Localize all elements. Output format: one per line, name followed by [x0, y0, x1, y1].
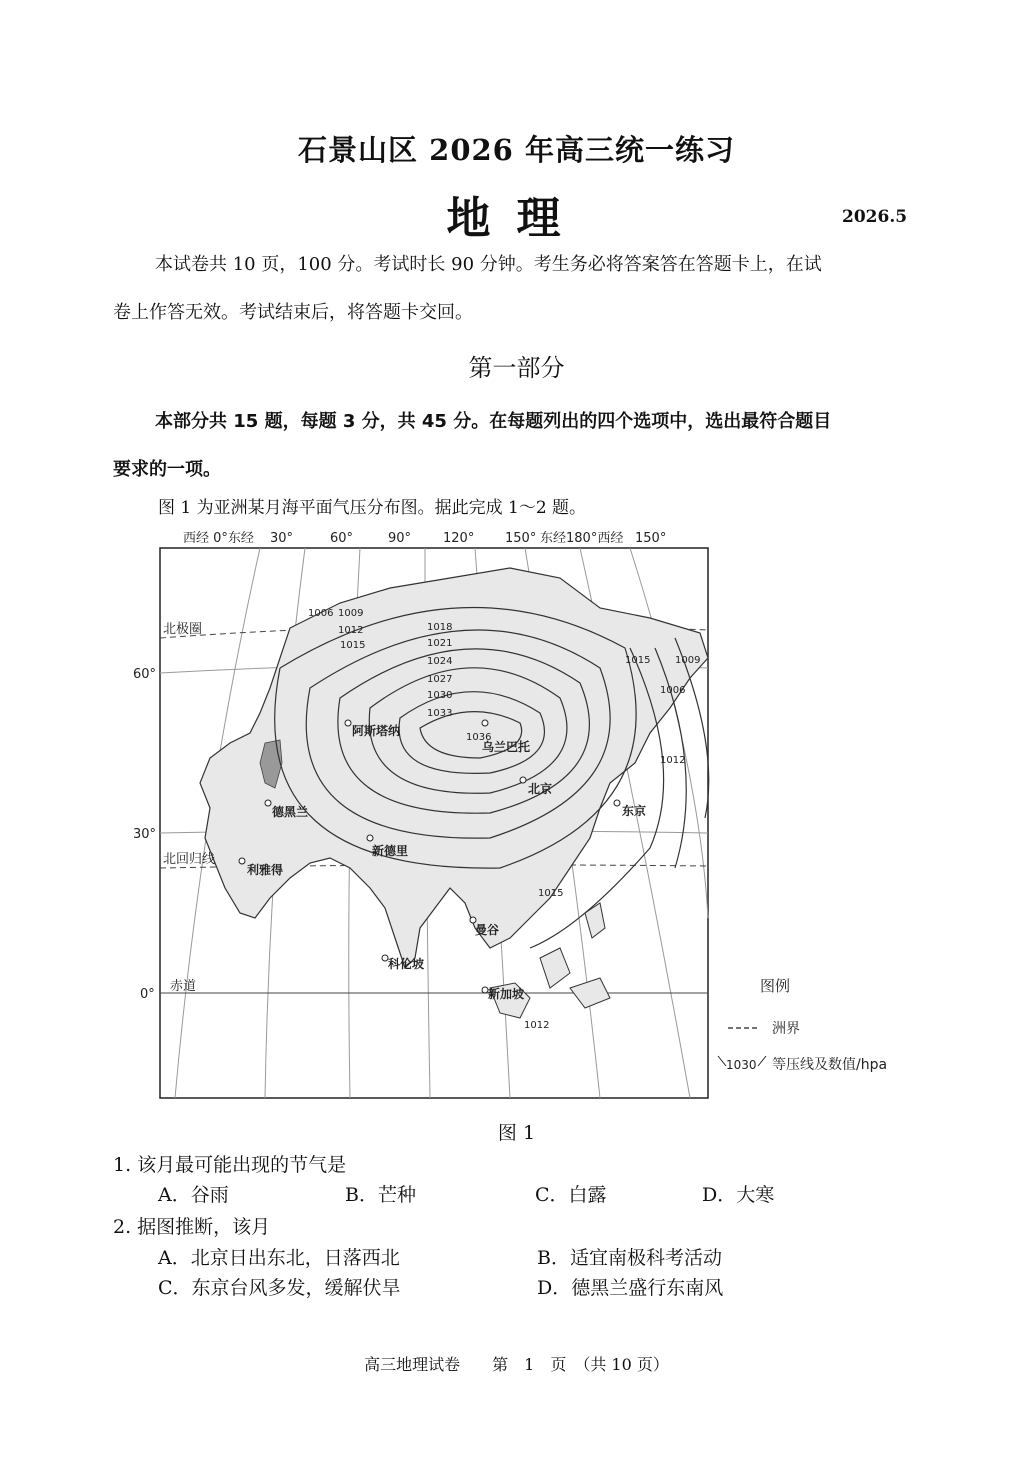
city-label: 阿斯塔纳 [352, 724, 401, 738]
arctic-circle-label: 北极圈 [163, 622, 203, 637]
lat-label: 60° [133, 667, 157, 682]
city-label: 曼谷 [475, 923, 500, 937]
isobar-label: 1015 [340, 640, 366, 651]
map-legend [718, 977, 887, 1073]
exam-title: 石景山区 2026 年高三统一练习 [298, 133, 735, 167]
question-2-option-a[interactable]: A．北京日出东北，日落西北 [158, 1247, 400, 1269]
section-instruction-1: 本部分共 15 题，每题 3 分，共 45 分。在每题列出的四个选项中，选出最符合题目 [155, 411, 832, 432]
city-label: 新加坡 [488, 987, 525, 1001]
isobar-label: 1033 [427, 708, 453, 719]
section-instruction-2: 要求的一项。 [113, 459, 221, 480]
city-label: 新德里 [372, 844, 409, 858]
city-label: 利雅得 [247, 863, 284, 877]
lon-label: 150° [505, 531, 537, 546]
city-label: 东京 [622, 804, 647, 818]
lon-label: 东经180°西经 [540, 531, 624, 546]
isobar-label: 1030 [427, 690, 453, 701]
question-2-stem: 2. 据图推断，该月 [113, 1216, 271, 1238]
legend-isobar-value: 1030 [726, 1058, 757, 1072]
isobar-label: 1012 [660, 755, 686, 766]
lon-label: 30° [270, 531, 294, 546]
question-1-option-a[interactable]: A．谷雨 [158, 1184, 229, 1206]
isobar-label: 1012 [338, 625, 364, 636]
lon-label: 90° [388, 531, 412, 546]
question-1-option-d[interactable]: D．大寒 [702, 1184, 775, 1206]
page-footer: 高三地理试卷 第 1 页 （共 10 页） [364, 1355, 669, 1374]
lon-label: 150° [635, 531, 667, 546]
legend-boundary-label: 洲界 [772, 1021, 800, 1037]
isobar-label: 1036 [466, 732, 492, 743]
question-stem: 图 1 为亚洲某月海平面气压分布图。据此完成 1～2 题。 [158, 498, 587, 518]
question-1-option-b[interactable]: B．芒种 [345, 1184, 416, 1206]
isobar-label: 1015 [538, 888, 564, 899]
asia-pressure-map [130, 518, 920, 1112]
intro-line-1: 本试卷共 10 页，100 分。考试时长 90 分钟。考生务必将答案答在答题卡上，在试 [155, 254, 822, 275]
legend-title: 图例 [760, 977, 791, 995]
isobar-label: 1009 [338, 608, 364, 619]
subject-title: 地理 [446, 193, 587, 244]
lat-label: 0° [140, 987, 155, 1002]
isobar-label: 1012 [524, 1020, 550, 1031]
question-1-stem: 1. 该月最可能出现的节气是 [113, 1154, 347, 1176]
question-2-option-b[interactable]: B．适宜南极科考活动 [537, 1247, 722, 1269]
equator-label: 赤道 [170, 979, 197, 994]
city-label: 北京 [528, 782, 553, 796]
lon-label: 120° [443, 531, 475, 546]
city-label: 乌兰巴托 [482, 740, 531, 754]
isobar-label: 1006 [308, 608, 334, 619]
section-title: 第一部分 [468, 354, 565, 382]
lon-label: 60° [330, 531, 354, 546]
lon-label: 西经 0°东经 [183, 531, 254, 546]
lat-label: 30° [133, 827, 157, 842]
isobar-label: 1009 [675, 655, 701, 666]
isobar-label: 1018 [427, 622, 453, 633]
intro-line-2: 卷上作答无效。考试结束后，将答题卡交回。 [113, 302, 473, 323]
isobar-label: 1006 [660, 685, 686, 696]
question-1-option-c[interactable]: C．白露 [535, 1184, 607, 1206]
city-label: 德黑兰 [272, 805, 309, 819]
isobar-label: 1021 [427, 638, 453, 649]
question-2-option-d[interactable]: D．德黑兰盛行东南风 [537, 1277, 724, 1299]
question-2-option-c[interactable]: C．东京台风多发，缓解伏旱 [158, 1277, 401, 1299]
tropic-label: 北回归线 [163, 852, 216, 867]
isobar-label: 1027 [427, 674, 453, 685]
exam-date: 2026.5 [842, 207, 908, 227]
isobar-label: 1015 [625, 655, 651, 666]
isobar-label: 1024 [427, 656, 453, 667]
legend-isobar-label: 等压线及数值/hpa [772, 1057, 888, 1073]
figure-caption: 图 1 [497, 1122, 536, 1144]
city-label: 科伦坡 [388, 957, 425, 971]
